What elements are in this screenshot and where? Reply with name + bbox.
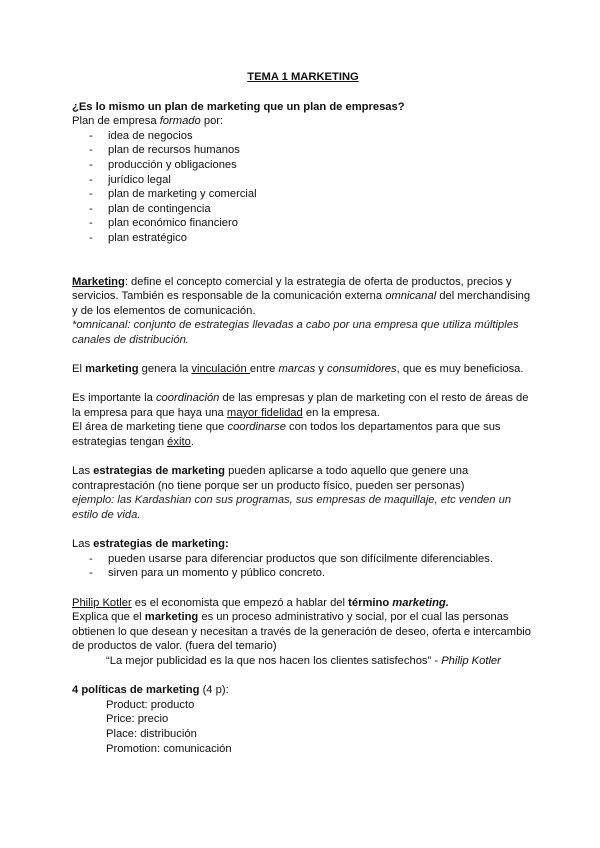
strategies-heading: Las estrategias de marketing: bbox=[72, 538, 229, 551]
document-page bbox=[72, 70, 534, 756]
list-item: - plan de marketing y comercial bbox=[89, 187, 534, 202]
policy-item: Product: producto bbox=[106, 698, 195, 711]
strategies-paragraph: Las estrategias de marketing pueden aplicarse a todo aquello que genere una bbox=[72, 465, 469, 478]
coordination-line2: la empresa para que haya una mayor fidelidad en la empresa. bbox=[72, 406, 380, 419]
policy-item: Price: precio bbox=[106, 713, 169, 726]
coordination-line3: El área de marketing tiene que coordinarse con todos los departamentos para que sus bbox=[72, 421, 501, 434]
list-item: - plan de contingencia bbox=[89, 202, 534, 217]
strategies-example-line2: estilo de vida. bbox=[72, 509, 141, 522]
list-item: - plan de recursos humanos bbox=[89, 143, 534, 158]
kotler-quote: “La mejor publicidad es la que nos hacen los clientes satisfechos” - Philip Kotler bbox=[106, 654, 501, 667]
strategies-example: ejemplo: las Kardashian con sus programas, sus empresas de maquillaje, etc venden un bbox=[72, 494, 512, 507]
kotler-line3: obtienen lo que desean y necesitan a través de la generación de deseo, oferta e intercambio bbox=[72, 625, 531, 638]
policies-heading: 4 políticas de marketing (4 p): bbox=[72, 684, 229, 697]
kotler-paragraph: Philip Kotler es el economista que empezó a hablar del término marketing. bbox=[72, 596, 449, 609]
vinculacion-paragraph: El marketing genera la vinculación entre marcas y consumidores, que es muy beneficiosa. bbox=[72, 363, 524, 376]
kotler-line2: Explica que el marketing es un proceso administrativo y social, por el cual las personas bbox=[72, 611, 509, 624]
list-item: - sirven para un momento y público concreto. bbox=[89, 566, 534, 581]
list-item: - producción y obligaciones bbox=[89, 158, 534, 173]
policy-item: Promotion: comunicación bbox=[106, 742, 232, 755]
coordination-line4: estrategias tengan éxito. bbox=[72, 436, 194, 449]
kotler-line4: de productos de valor. (fuera del temario) bbox=[72, 640, 277, 653]
coordination-paragraph: Es importante la coordinación de las empresas y plan de marketing con el resto de áreas de bbox=[72, 392, 529, 405]
omnicanal-note-line2: canales de distribución. bbox=[72, 333, 189, 346]
list-item: - idea de negocios bbox=[89, 129, 534, 144]
strategies-line2: contraprestación (no tiene porque ser un producto físico, pueden ser personas) bbox=[72, 479, 465, 492]
list-item: - plan estratégico bbox=[89, 231, 534, 246]
section-heading-question: ¿Es lo mismo un plan de marketing que un plan de empresas? bbox=[72, 100, 405, 113]
list-item: - jurídico legal bbox=[89, 173, 534, 188]
policy-item: Place: distribución bbox=[106, 727, 197, 740]
list-item: - plan económico financiero bbox=[89, 216, 534, 231]
strategies-list bbox=[72, 552, 534, 581]
list-item: - pueden usarse para diferenciar productos que son difícilmente diferenciables. bbox=[89, 552, 534, 567]
page-title: TEMA 1 MARKETING bbox=[247, 71, 359, 83]
plan-intro: Plan de empresa formado por: bbox=[72, 115, 224, 128]
marketing-definition-line2: servicios. También es responsable de la comunicación externa omnicanal del merchandising bbox=[72, 290, 531, 303]
plan-list bbox=[72, 129, 534, 246]
marketing-definition: Marketing: define el concepto comercial y la estrategia de oferta de productos, precios y bbox=[72, 275, 512, 288]
marketing-definition-line3: y de los elementos de comunicación. bbox=[72, 304, 256, 317]
omnicanal-note: *omnicanal: conjunto de estrategias llevadas a cabo por una empresa que utiliza múltiples bbox=[72, 319, 519, 332]
